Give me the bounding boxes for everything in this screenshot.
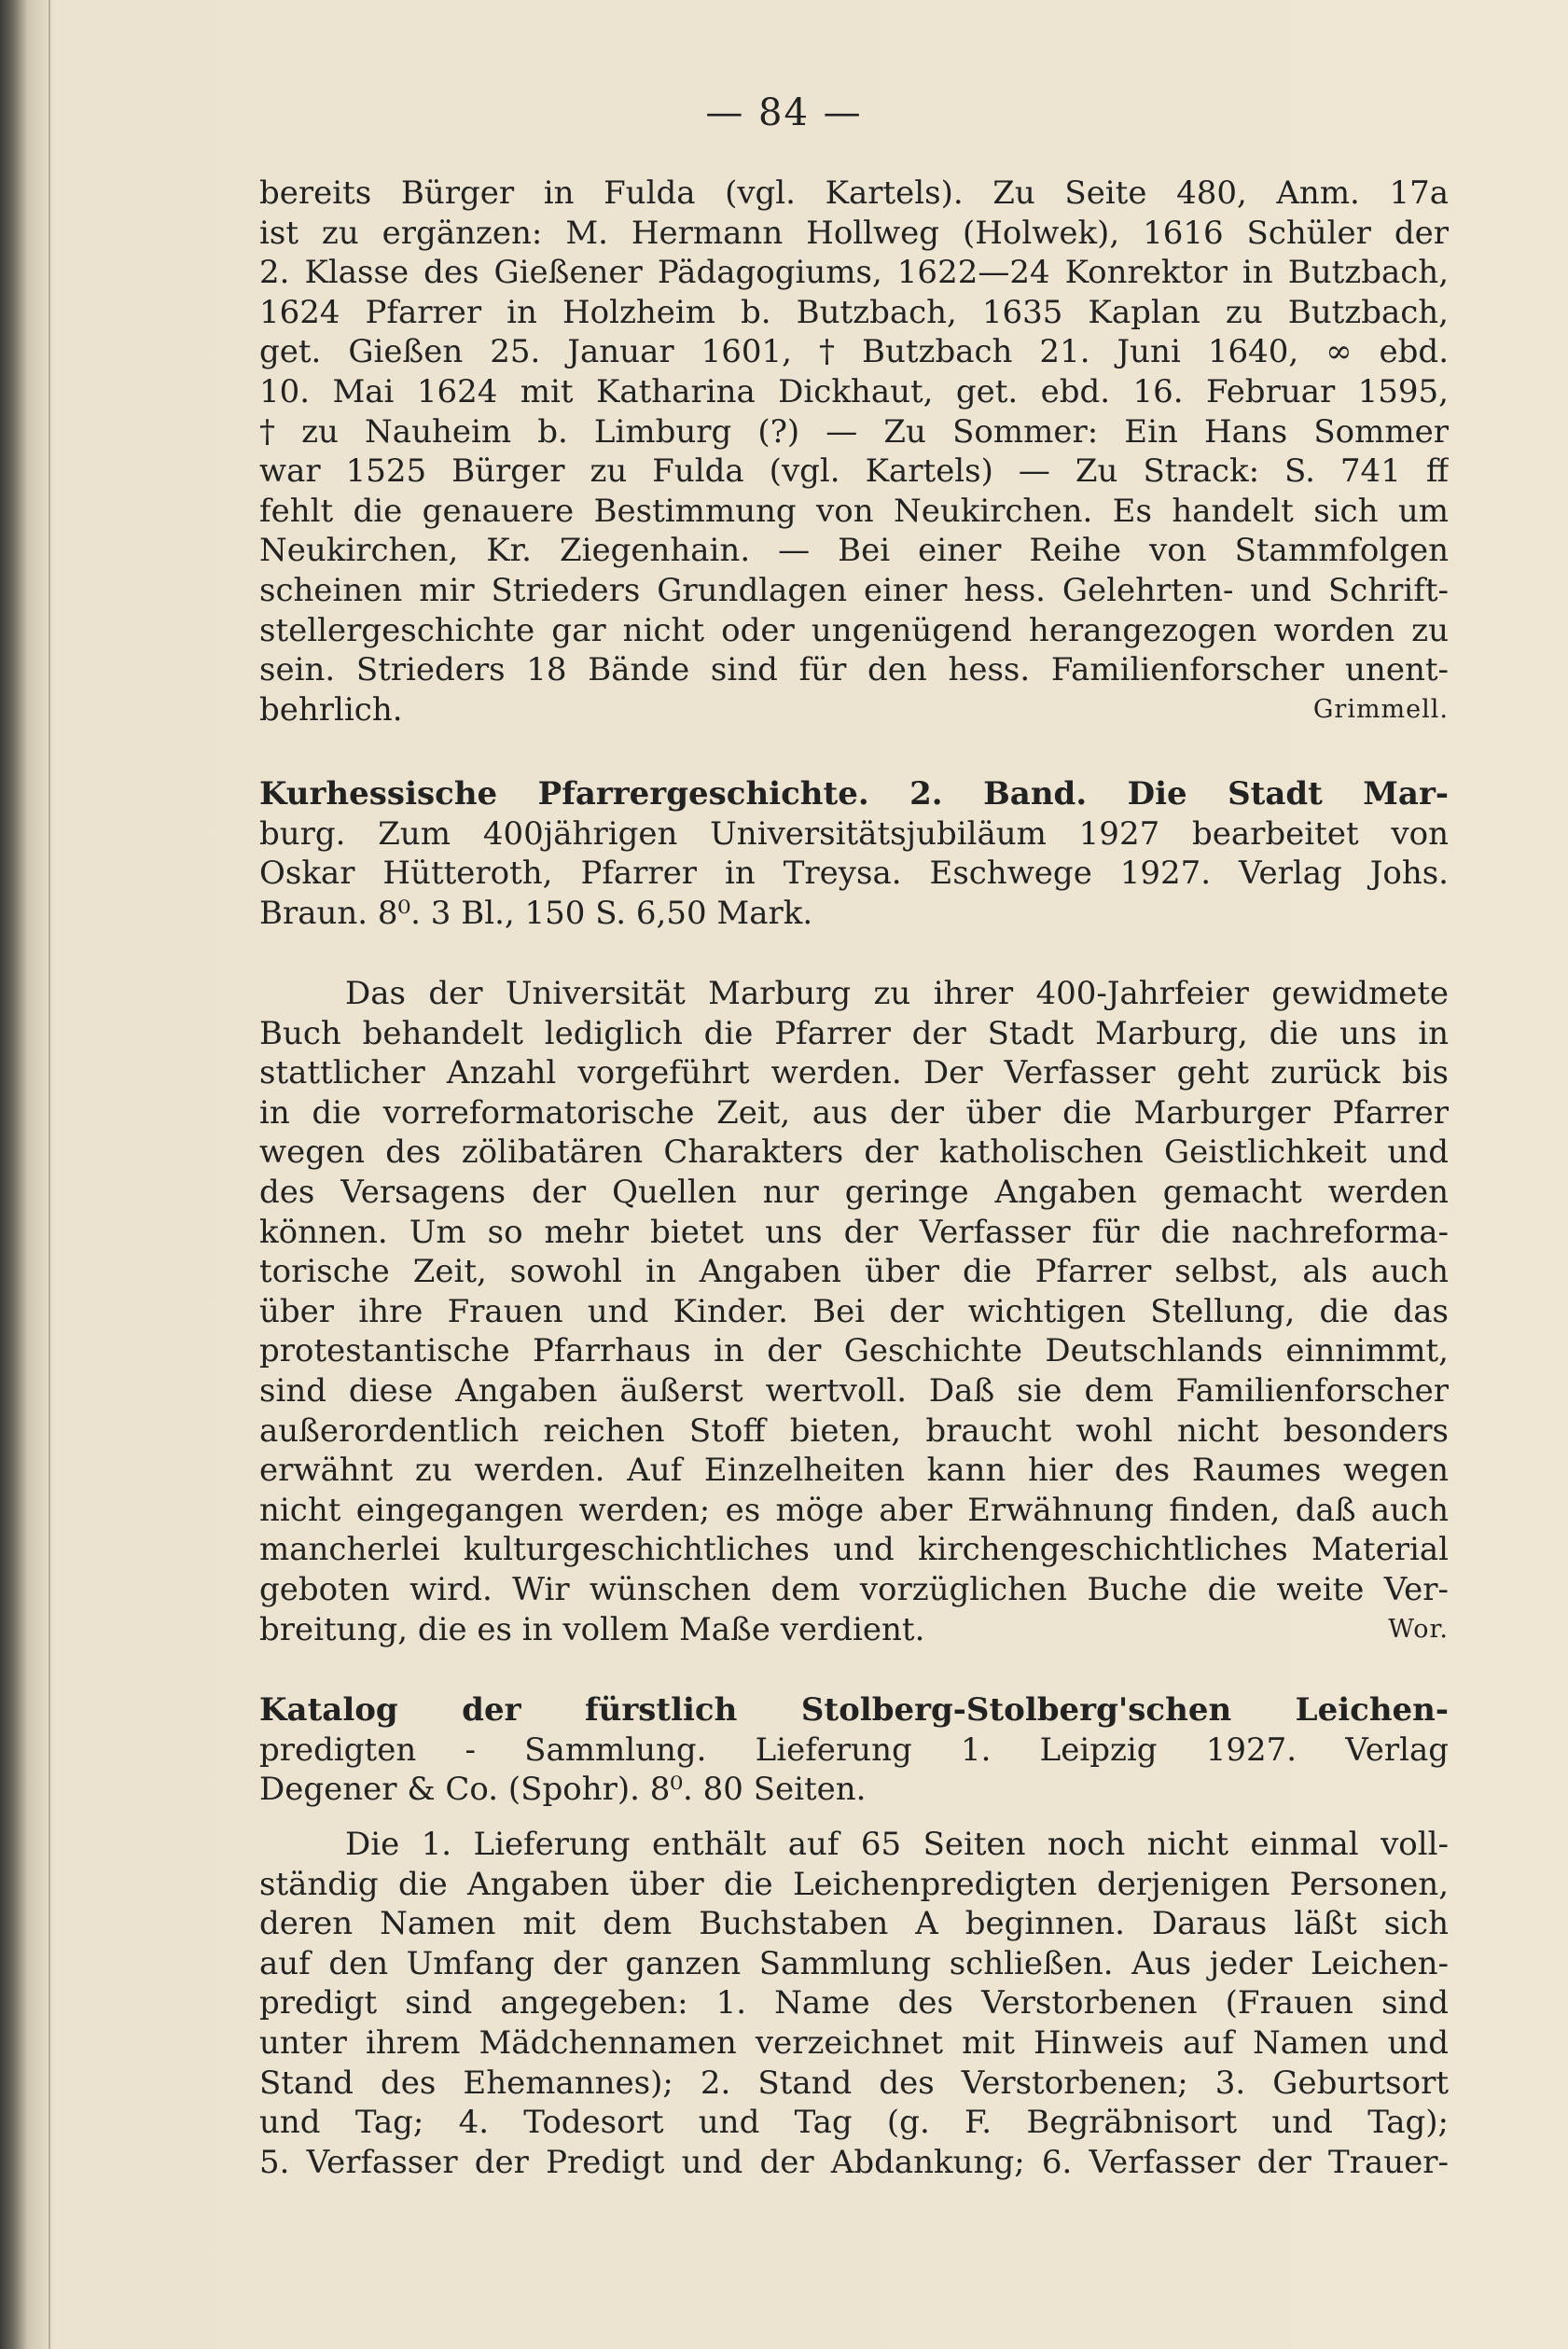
binding-gutter xyxy=(49,0,50,2349)
heading-line: Kurhessische Pfarrergeschichte. 2. Band. Die Stadt Mar- xyxy=(259,775,1449,813)
text-line: unter ihrem Mädchennamen verzeichnet mit Hinweis auf Namen und xyxy=(259,2023,1449,2062)
text-line: sein. Strieders 18 Bände sind für den hess. Familienforscher unent- xyxy=(259,651,1449,689)
text-line: bereits Bürger in Fulda (vgl. Kartels). Zu Seite 480, Anm. 17a xyxy=(259,174,1449,212)
text-line: war 1525 Bürger zu Fulda (vgl. Kartels) — Zu Strack: S. 741 ff xyxy=(259,452,1449,491)
text-line: des Versagens der Quellen nur geringe Angaben gemacht werden xyxy=(259,1173,1449,1211)
text-line: protestantische Pfarrhaus in der Geschichte Deutschlands einnimmt, xyxy=(259,1332,1449,1370)
text-line: 1624 Pfarrer in Holzheim b. Butzbach, 1635 Kaplan zu Butzbach, xyxy=(259,293,1449,331)
text-line: 10. Mai 1624 mit Katharina Dickhaut, get. ebd. 16. Februar 1595, xyxy=(259,372,1449,410)
text-line: über ihre Frauen und Kinder. Bei der wichtigen Stellung, die das xyxy=(259,1292,1449,1330)
page-number: — 84 — xyxy=(705,91,863,134)
text-line: geboten wird. Wir wünschen dem vorzüglichen Buche die weite Ver- xyxy=(259,1570,1449,1608)
heading-line: Braun. 8⁰. 3 Bl., 150 S. 6,50 Mark. xyxy=(259,894,813,932)
text-line: wegen des zölibatären Charakters der katholischen Geistlichkeit und xyxy=(259,1133,1449,1172)
text-line: 5. Verfasser der Predigt und der Abdankung; 6. Verfasser der Trauer- xyxy=(259,2143,1449,2181)
text-line: fehlt die genauere Bestimmung von Neukirchen. Es handelt sich um xyxy=(259,492,1449,530)
text-line: ist zu ergänzen: M. Hermann Hollweg (Holwek), 1616 Schüler der xyxy=(259,214,1449,252)
review1-body xyxy=(259,974,1449,1649)
review1-heading xyxy=(259,774,1449,933)
heading-line: burg. Zum 400jährigen Universitätsjubiläum 1927 bearbeitet von xyxy=(259,814,1449,853)
text-line: Neukirchen, Kr. Ziegenhain. — Bei einer Reihe von Stammfolgen xyxy=(259,532,1449,570)
heading-line: Katalog der fürstlich Stolberg-Stolberg'schen Leichen- xyxy=(259,1691,1449,1729)
heading-line: predigten - Sammlung. Lieferung 1. Leipzig 1927. Verlag xyxy=(259,1730,1449,1769)
text-line-last xyxy=(259,690,1449,730)
text-line: † zu Nauheim b. Limburg (?) — Zu Sommer: Ein Hans Sommer xyxy=(259,412,1449,451)
text-line: 2. Klasse des Gießener Pädagogiums, 1622—24 Konrektor in Butzbach, xyxy=(259,254,1449,292)
text-line: deren Namen mit dem Buchstaben A beginnen. Daraus läßt sich xyxy=(259,1905,1449,1943)
text-line: stellergeschichte gar nicht oder ungenügend herangezogen worden zu xyxy=(259,611,1449,649)
text-line-last xyxy=(259,1610,1449,1650)
text-line: nicht eingegangen werden; es möge aber Erwähnung finden, daß auch xyxy=(259,1491,1449,1529)
text-line: und Tag; 4. Todesort und Tag (g. F. Begräbnisort und Tag); xyxy=(259,2104,1449,2142)
heading-line: Degener & Co. (Spohr). 8⁰. 80 Seiten. xyxy=(259,1771,867,1809)
signature: Wor. xyxy=(1388,1614,1449,1644)
heading-line: Oskar Hütteroth, Pfarrer in Treysa. Eschwege 1927. Verlag Johs. xyxy=(259,855,1449,893)
text-line: können. Um so mehr bietet uns der Verfasser für die nachreforma- xyxy=(259,1213,1449,1251)
text-line: Stand des Ehemannes); 2. Stand des Verstorbenen; 3. Geburtsort xyxy=(259,2064,1449,2102)
text-line: get. Gießen 25. Januar 1601, † Butzbach 21. Juni 1640, ∞ ebd. xyxy=(259,333,1449,371)
text-line: torische Zeit, sowohl in Angaben über die Pfarrer selbst, als auch xyxy=(259,1253,1449,1291)
text-line: Das der Universität Marburg zu ihrer 400-Jahrfeier gewidmete xyxy=(345,975,1449,1012)
text-line: sind diese Angaben äußerst wertvoll. Daß sie dem Familienforscher xyxy=(259,1371,1449,1410)
text-line: außerordentlich reichen Stoff bieten, braucht wohl nicht besonders xyxy=(259,1411,1449,1450)
text-line: auf den Umfang der ganzen Sammlung schließen. Aus jeder Leichen- xyxy=(259,1944,1449,1982)
text-line: Buch behandelt lediglich die Pfarrer der Stadt Marburg, die uns in xyxy=(259,1014,1449,1052)
text-line: mancherlei kulturgeschichtliches und kirchengeschichtliches Material xyxy=(259,1531,1449,1569)
signature: Grimmell. xyxy=(1312,694,1449,724)
text-line: erwähnt zu werden. Auf Einzelheiten kann hier des Raumes wegen xyxy=(259,1452,1449,1490)
text-line: scheinen mir Strieders Grundlagen einer hess. Gelehrten- und Schrift- xyxy=(259,571,1449,609)
text-line: predigt sind angegeben: 1. Name des Verstorbenen (Frauen sind xyxy=(259,1984,1449,2022)
section-top xyxy=(259,174,1449,730)
text-line-content: breitung, die es in vollem Maße verdient. xyxy=(259,1610,925,1648)
text-line: in die vorreformatorische Zeit, aus der über die Marburger Pfarrer xyxy=(259,1093,1449,1132)
review2-body xyxy=(259,1825,1449,2182)
text-line: stattlicher Anzahl vorgeführt werden. Der Verfasser geht zurück bis xyxy=(259,1054,1449,1092)
text-line: Die 1. Lieferung enthält auf 65 Seiten noch nicht einmal voll- xyxy=(345,1826,1449,1863)
text-line-content: behrlich. xyxy=(259,690,403,729)
text-line: ständig die Angaben über die Leichenpredigten derjenigen Personen, xyxy=(259,1865,1449,1903)
review2-heading xyxy=(259,1690,1449,1810)
